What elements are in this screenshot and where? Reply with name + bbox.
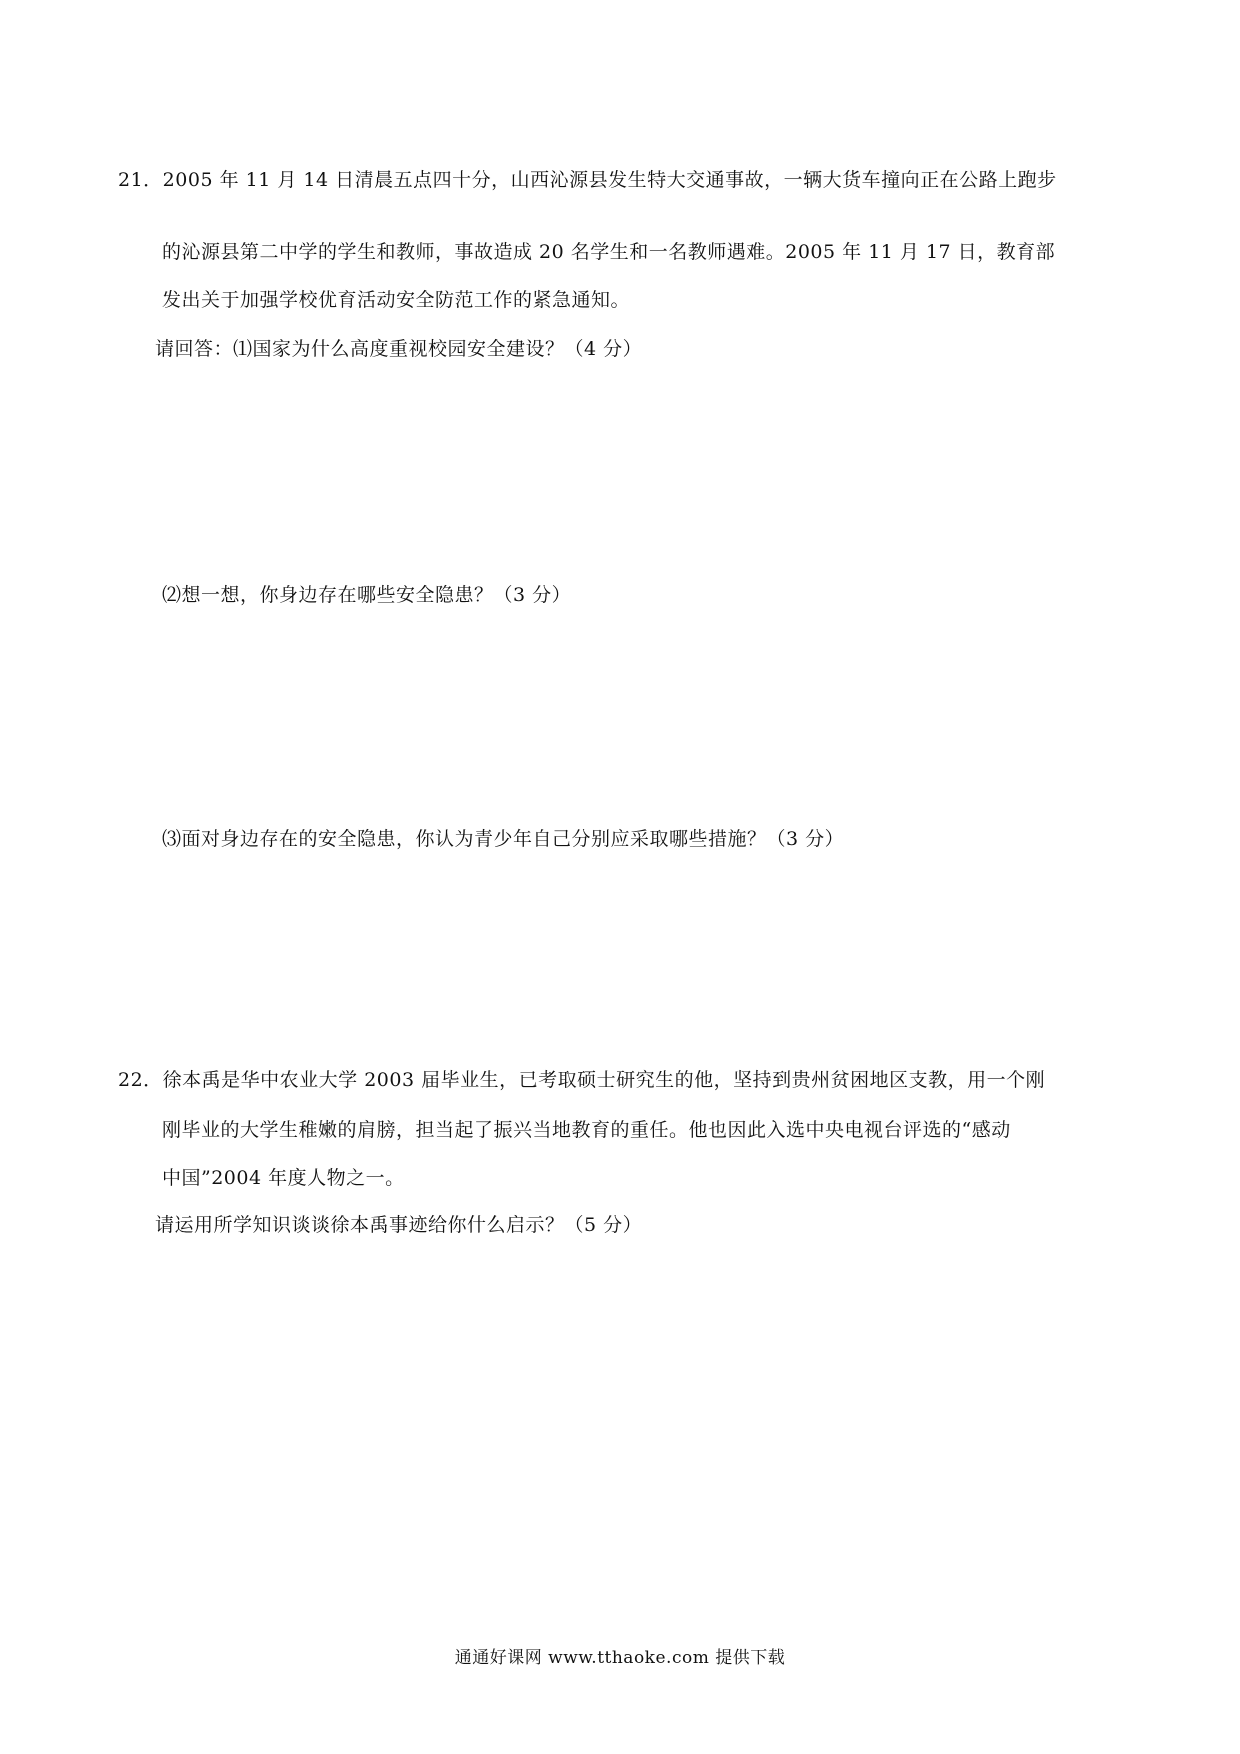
- question-21-prompt-2: ⑵想一想，你身边存在哪些安全隐患？（3 分）: [162, 584, 572, 606]
- question-21-prompt-1: 请回答：⑴国家为什么高度重视校园安全建设？（4 分）: [155, 338, 643, 360]
- question-21-stem-line-3: 发出关于加强学校优育活动安全防范工作的紧急通知。: [162, 289, 631, 311]
- question-21-stem-line-2: 的沁源县第二中学的学生和教师，事故造成 20 名学生和一名教师遇难。2005 年 11 月 17 日，教育部: [162, 241, 1056, 263]
- footer-source: 通通好课网 www.tthaoke.com 提供下载: [454, 1648, 786, 1668]
- question-21-prompt-3: ⑶面对身边存在的安全隐患，你认为青少年自己分别应采取哪些措施？（3 分）: [162, 828, 845, 850]
- question-22-stem-line-3: 中国”2004 年度人物之一。: [162, 1167, 405, 1189]
- question-22-stem-line-1: 22．徐本禹是华中农业大学 2003 届毕业生，已考取硕士研究生的他，坚持到贵州贫困地区支教，用一个刚: [118, 1069, 1046, 1091]
- question-21-stem-line-1: 21．2005 年 11 月 14 日清晨五点四十分，山西沁源县发生特大交通事故，一辆大货车撞向正在公路上跑步: [118, 169, 1057, 191]
- question-22-stem-line-2: 刚毕业的大学生稚嫩的肩膀，担当起了振兴当地教育的重任。他也因此入选中央电视台评选的“感动: [162, 1119, 1011, 1141]
- question-22-prompt-1: 请运用所学知识谈谈徐本禹事迹给你什么启示？（5 分）: [155, 1214, 643, 1236]
